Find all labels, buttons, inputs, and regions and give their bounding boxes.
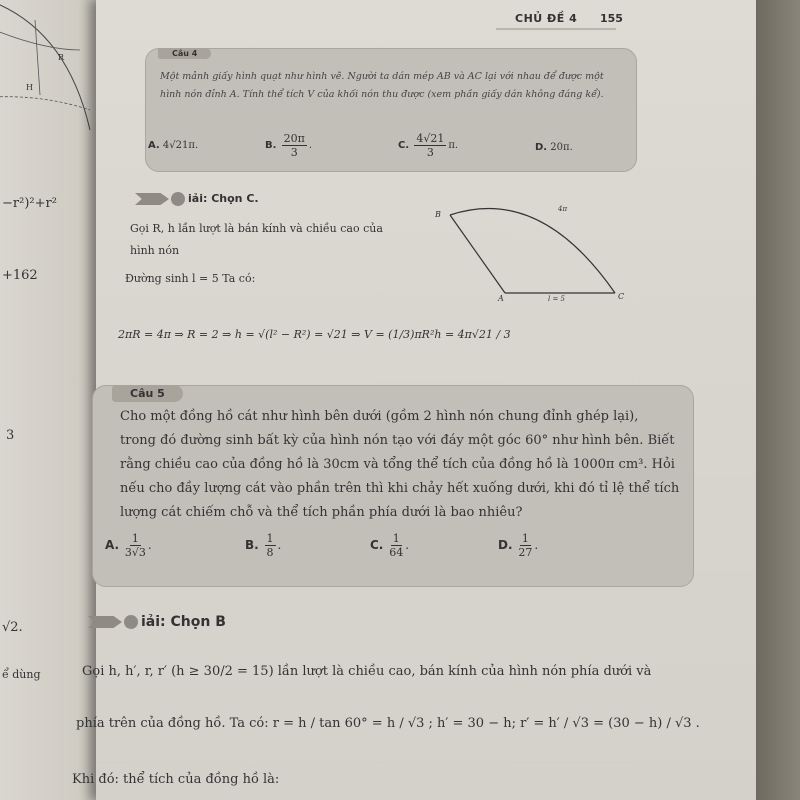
option-label: B. <box>265 140 277 151</box>
left-fragment-2: +162 <box>2 268 38 283</box>
option-label: D. <box>535 142 548 153</box>
option-numerator: 1 <box>521 532 529 545</box>
question-5-line: Cho một đồng hồ cát như hình bên dưới (gồm 2 hình nón chung đỉnh ghép lại), <box>120 409 639 424</box>
arrow-icon <box>88 616 122 628</box>
question-5-text <box>120 405 680 525</box>
left-fragment-3: 3 <box>6 428 15 443</box>
header-rule <box>496 28 616 30</box>
option-label: A. <box>105 538 120 552</box>
option-label: A. <box>148 140 160 151</box>
option-suffix: π. <box>448 140 459 151</box>
point-a-label: A <box>498 294 504 303</box>
question-4-text: Một mảnh giấy hình quạt như hình vẽ. Người ta dán mép AB và AC lại với nhau để được một hình nón đỉnh A. Tính thể tích V của khối nón thu được (xem phần giấy dán không đáng kể). <box>160 71 604 100</box>
option-numerator: 4√21 <box>416 132 445 145</box>
question-4-box <box>145 48 637 172</box>
question-5-line: lượng cát chiếm chỗ và thể tích phần phía dưới là bao nhiêu? <box>120 505 523 520</box>
solution-4-line-1: Gọi R, h lần lượt là bán kính và chiều cao của <box>130 222 383 235</box>
option-denominator: 27 <box>518 546 533 559</box>
question-5-line: nếu cho đầy lượng cát vào phần trên thì khi chảy hết xuống dưới, khi đó tỉ lệ thể tích <box>120 481 680 496</box>
q5-option-d: D. $\frac{1}{27}$ . <box>498 532 539 559</box>
point-c-label: C <box>618 292 625 301</box>
option-numerator: 1 <box>392 532 400 545</box>
g-circle-icon <box>124 615 138 629</box>
q4-option-b <box>265 132 312 159</box>
solution-5-line-3: Khi đó: thể tích của đồng hồ là: <box>72 772 280 787</box>
option-denominator: 3 <box>426 146 434 159</box>
page-number: 155 <box>600 12 623 25</box>
option-label: C. <box>370 538 384 552</box>
option-value: 4√21π. <box>162 140 199 151</box>
question-5-line: rằng chiều cao của đồng hồ là 30cm và tổng thể tích của đồng hồ là 1000π cm³. Hỏi <box>120 457 675 472</box>
point-b-label: B <box>435 210 441 219</box>
left-fragment-4: √2. <box>2 620 23 635</box>
q4-option-c <box>398 132 458 159</box>
option-denominator: 3 <box>290 146 298 159</box>
question-4-tag: Câu 4 <box>158 48 211 59</box>
option-denominator: 64 <box>389 546 404 559</box>
solution-5-title: iải: Chọn B <box>141 614 226 630</box>
q5-option-b: B. $\frac{1}{8}$ . <box>245 532 282 559</box>
side-label: l = 5 <box>548 295 566 303</box>
g-circle-icon <box>171 192 185 206</box>
option-suffix: . <box>308 140 313 151</box>
option-numerator: 1 <box>131 532 139 545</box>
arc-label: 4π <box>558 205 568 213</box>
option-value: 20π. <box>550 142 573 153</box>
solution-5-heading <box>88 614 226 630</box>
left-fragment-5: ể dùng <box>2 668 41 681</box>
option-label: D. <box>498 538 513 552</box>
option-denominator: 3√3 <box>124 546 146 559</box>
svg-text:H: H <box>26 83 33 92</box>
option-label: C. <box>398 140 410 151</box>
option-numerator: 20π <box>283 132 305 145</box>
option-denominator: 8 <box>266 546 274 559</box>
left-fragment-1: −r²)²+r² <box>2 196 57 211</box>
chapter-header: CHỦ ĐỀ 4 <box>515 12 578 25</box>
solution-4-title: iải: Chọn C. <box>188 192 259 205</box>
solution-4-line-2: hình nón <box>130 244 180 257</box>
sphere-figure <box>0 0 110 140</box>
q5-option-c: C. $\frac{1}{64}$ . <box>370 532 410 559</box>
svg-text:R: R <box>58 53 65 62</box>
q5-option-a: A. $\frac{1}{3√3}$ . <box>105 532 152 559</box>
page-edge <box>756 0 800 800</box>
solution-4-formula: 2πR = 4π ⇒ R = 2 ⇒ h = √(l² − R²) = √21 ⇒ V = (1/3)πR²h = 4π√21 / 3 <box>118 328 511 341</box>
q4-option-d <box>535 142 573 153</box>
option-numerator: 1 <box>266 532 274 545</box>
q4-option-a <box>148 140 198 151</box>
question-5-line: trong đó đường sinh bất kỳ của hình nón tạo với đáy một góc 60° như hình bên. Biết <box>120 433 675 448</box>
solution-4-heading <box>135 192 259 206</box>
question-5-tag: Câu 5 <box>112 385 183 402</box>
solution-5-line-2: phía trên của đồng hồ. Ta có: r = h / tan 60° = h / √3 ; h′ = 30 − h; r′ = h′ / √3 = (30 − h) / √3 . <box>76 716 700 731</box>
solution-5-line-1: Gọi h, h′, r, r′ (h ≥ 30/2 = 15) lần lượt là chiều cao, bán kính của hình nón phía dưới và <box>82 664 652 679</box>
sector-figure <box>430 195 630 305</box>
solution-4-line-3: Đường sinh l = 5 Ta có: <box>125 272 256 285</box>
option-label: B. <box>245 538 259 552</box>
arrow-icon <box>135 193 169 205</box>
